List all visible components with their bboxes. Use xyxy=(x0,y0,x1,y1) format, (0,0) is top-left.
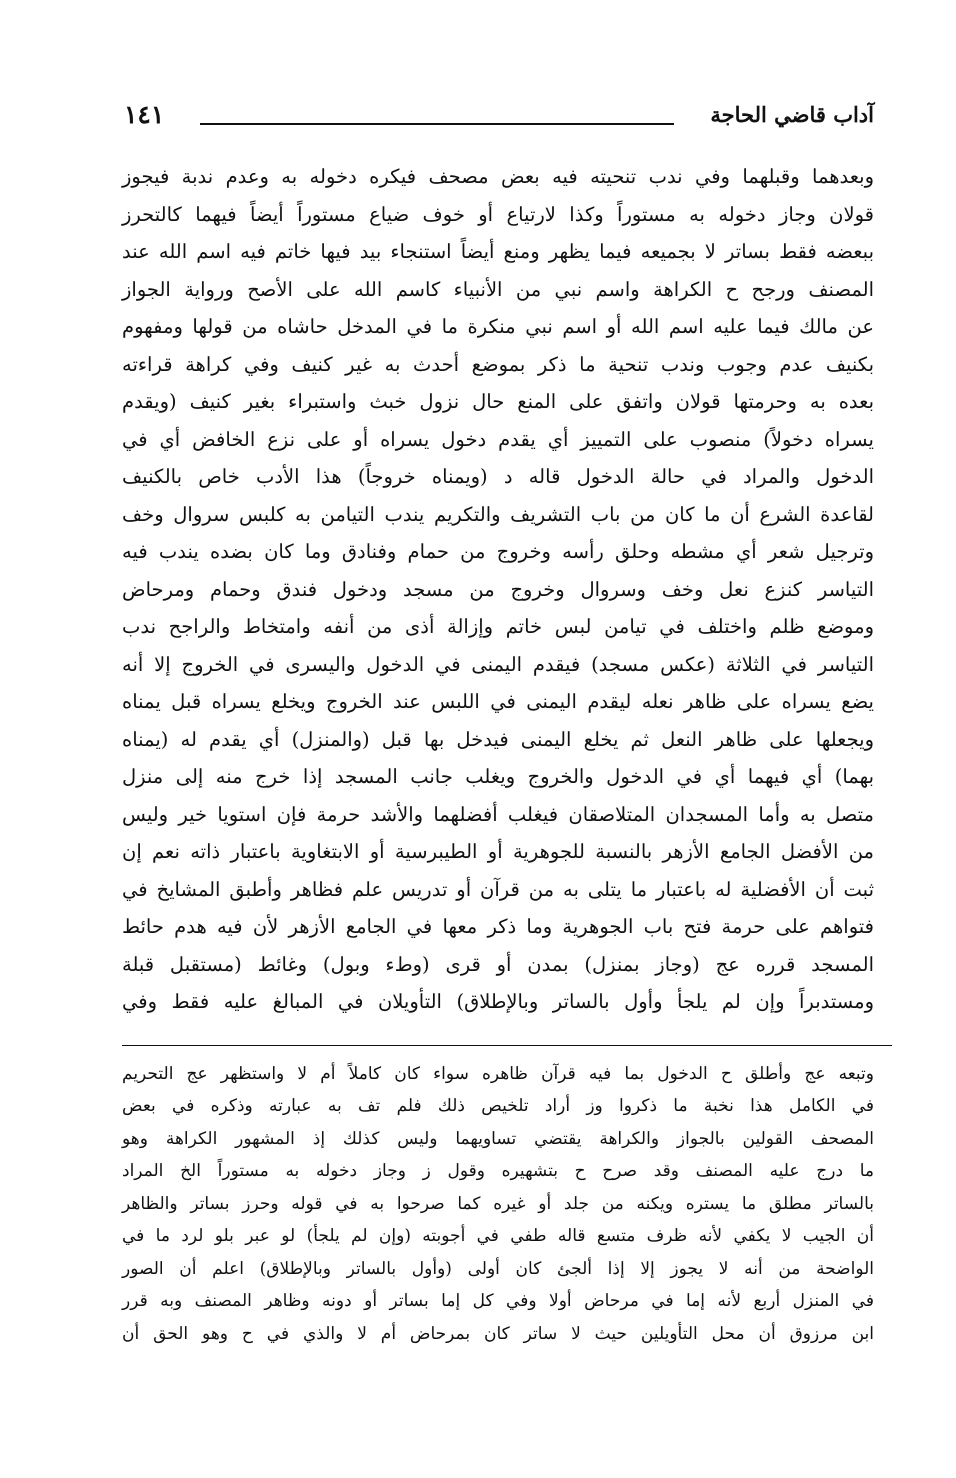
text-line: لقاعدة الشرع أن ما كان من باب التشريف والتكريم يندب التيامن به كلبس سروال وخف xyxy=(122,502,875,526)
footnote-line: المصحف القولين بالجواز والكراهة يقتضي تساويهما وليس كذلك إذ المشهور الكراهة وهو xyxy=(122,1128,874,1149)
page-number: ١٤١ xyxy=(124,100,165,129)
text-line: التياسر كنزع نعل وخف وسروال وخروج من مسجد ودخول فندق وحمام ومرحاض xyxy=(122,577,874,601)
text-line: متصل به وأما المسجدان المتلاصقان فيغلب أفضلهما والأشد حرمة فإن استويا خير وليس xyxy=(122,802,874,826)
footnote-line: ابن مرزوق أن محل التأويلين حيث لا ساتر كان بمرحاض أم لا والذي في ح وهو الحق أن xyxy=(122,1323,874,1344)
text-line: فتواهم على حرمة فتح باب الجوهرية وما ذكر معها في الجامع الأزهر لأن فيه هدم حائط xyxy=(122,915,874,938)
text-line: المسجد قرره عج (وجاز بمنزل) بمدن أو قرى (وطء وبول) وغائط (مستقبل قبلة xyxy=(122,952,874,976)
footnote-line: أن الجيب لا يكفي لأنه ظرف متسع قاله طفي في أجوبته (وإن لم يلجأ) لو عبر بلو لرد ما في xyxy=(122,1226,874,1246)
page-header xyxy=(122,100,874,140)
main-text xyxy=(122,158,874,1021)
header-rule xyxy=(200,123,674,125)
footnote-line: وتبعه عج وأطلق ح الدخول بما فيه قرآن ظاهره سواء كان كاملاً أم لا واستظهر عج التحريم xyxy=(122,1063,874,1084)
text-line: وترجيل شعر أي مشطه وحلق رأسه وخروج من حمام وفنادق وما كان بضده يندب فيه xyxy=(122,540,874,563)
text-line: ويجعلها على ظاهر النعل ثم يخلع اليمنى فيدخل بها قبل (والمنزل) أي يقدم له (يمناه xyxy=(122,727,874,751)
text-line: ثبت أن الأفضلية له باعتبار ما يتلى به من قرآن أو تدريس علم فظاهر وأطبق المشايخ في xyxy=(122,877,874,901)
footnote-line: الواضحة من أنه لا يجوز إلا إذا ألجئ كان أولى (وأول بالساتر وبالإطلاق) اعلم أن الصور xyxy=(122,1258,874,1279)
text-line: ومستدبراً وإن لم يلجأ وأول بالساتر وبالإطلاق) التأويلان في المبالغ عليه فقط وفي xyxy=(122,990,874,1013)
text-line: عن مالك فيما عليه اسم الله أو اسم نبي منكرة ما في المدخل حاشاه من قولها ومفهوم xyxy=(122,315,874,338)
footnotes xyxy=(122,1058,874,1351)
text-line: يضع يسراه على ظاهر نعله ليقدم اليمنى في اللبس عند الخروج ويخلع يسراه قبل يمناه xyxy=(122,690,874,713)
footnote-line: في الكامل هذا نخبة ما ذكروا وز أراد تلخيص ذلك فلم تف به عبارته وذكره في بعض xyxy=(122,1096,874,1116)
footnote-line: في المنزل أربع لأنه إما في مرحاض أولا وفي كل إما بساتر أو دونه وظاهر المصنف وبه قرر xyxy=(122,1291,874,1311)
text-line: وموضع ظلم واختلف في تيامن لبس خاتم وإزالة أذى من أنفه وامتخاط والراجح ندب xyxy=(122,615,874,638)
footnote-line: ما درج عليه المصنف وقد صرح ح بتشهيره وقول ز وجاز دخوله به مستوراً الخ المراد xyxy=(122,1161,874,1181)
text-line: ببعضه فقط بساتر لا بجميعه فيما يظهر ومنع أيضاً استنجاء بيد فيها خاتم فيه اسم الله عند xyxy=(122,240,874,263)
text-line: قولان وجاز دخوله به مستوراً وكذا لارتياع أو خوف ضياع مستوراً أيضاً فيهما كالتحرز xyxy=(122,202,874,226)
text-line: التياسر في الثلاثة (عكس مسجد) فيقدم اليمنى في الدخول واليسرى في الخروج إلا أنه xyxy=(122,652,874,676)
text-line: وبعدهما وقبلهما وفي ندب تنحيته فيه بعض مصحف فيكره دخوله به وعدم ندبة فيجوز xyxy=(122,165,874,188)
text-line: بكنيف عدم وجوب وندب تنحية ما ذكر بموضع أحدث به غير كنيف وفي كراهة قراءته xyxy=(122,352,874,376)
text-line: الدخول والمراد في حالة الدخول قاله د (ويمناه خروجاً) هذا الأدب خاص بالكنيف xyxy=(122,465,874,488)
running-title: آداب قاضي الحاجة xyxy=(710,102,874,127)
footnote-separator xyxy=(122,1045,892,1046)
text-line: من الأفضل الجامع الأزهر بالنسبة للجوهرية أو الطيبرسية أو الابتغاوية باعتبار ذاته نعم إن xyxy=(122,840,874,863)
text-line: بعده به وحرمتها قولان واتفق على المنع حال نزول خبث واستبراء بغير كنيف (ويقدم xyxy=(122,390,874,413)
text-line: بهما) أي فيهما أي في الدخول والخروج ويغلب جانب المسجد إذا خرج منه إلى منزل xyxy=(122,765,874,788)
text-line: المصنف ورجح ح الكراهة واسم نبي من الأنبياء كاسم الله على الأصح ورواية الجواز xyxy=(122,277,874,301)
text-line: يسراه دخولاً) منصوب على التمييز أي يقدم دخول يسراه أو على نزع الخافض أي في xyxy=(122,427,874,451)
footnote-line: بالساتر مطلق ما يستره ويكنه من جلد أو غيره كما صرحوا به في قوله وحرز بساتر والظاهر xyxy=(122,1193,874,1214)
